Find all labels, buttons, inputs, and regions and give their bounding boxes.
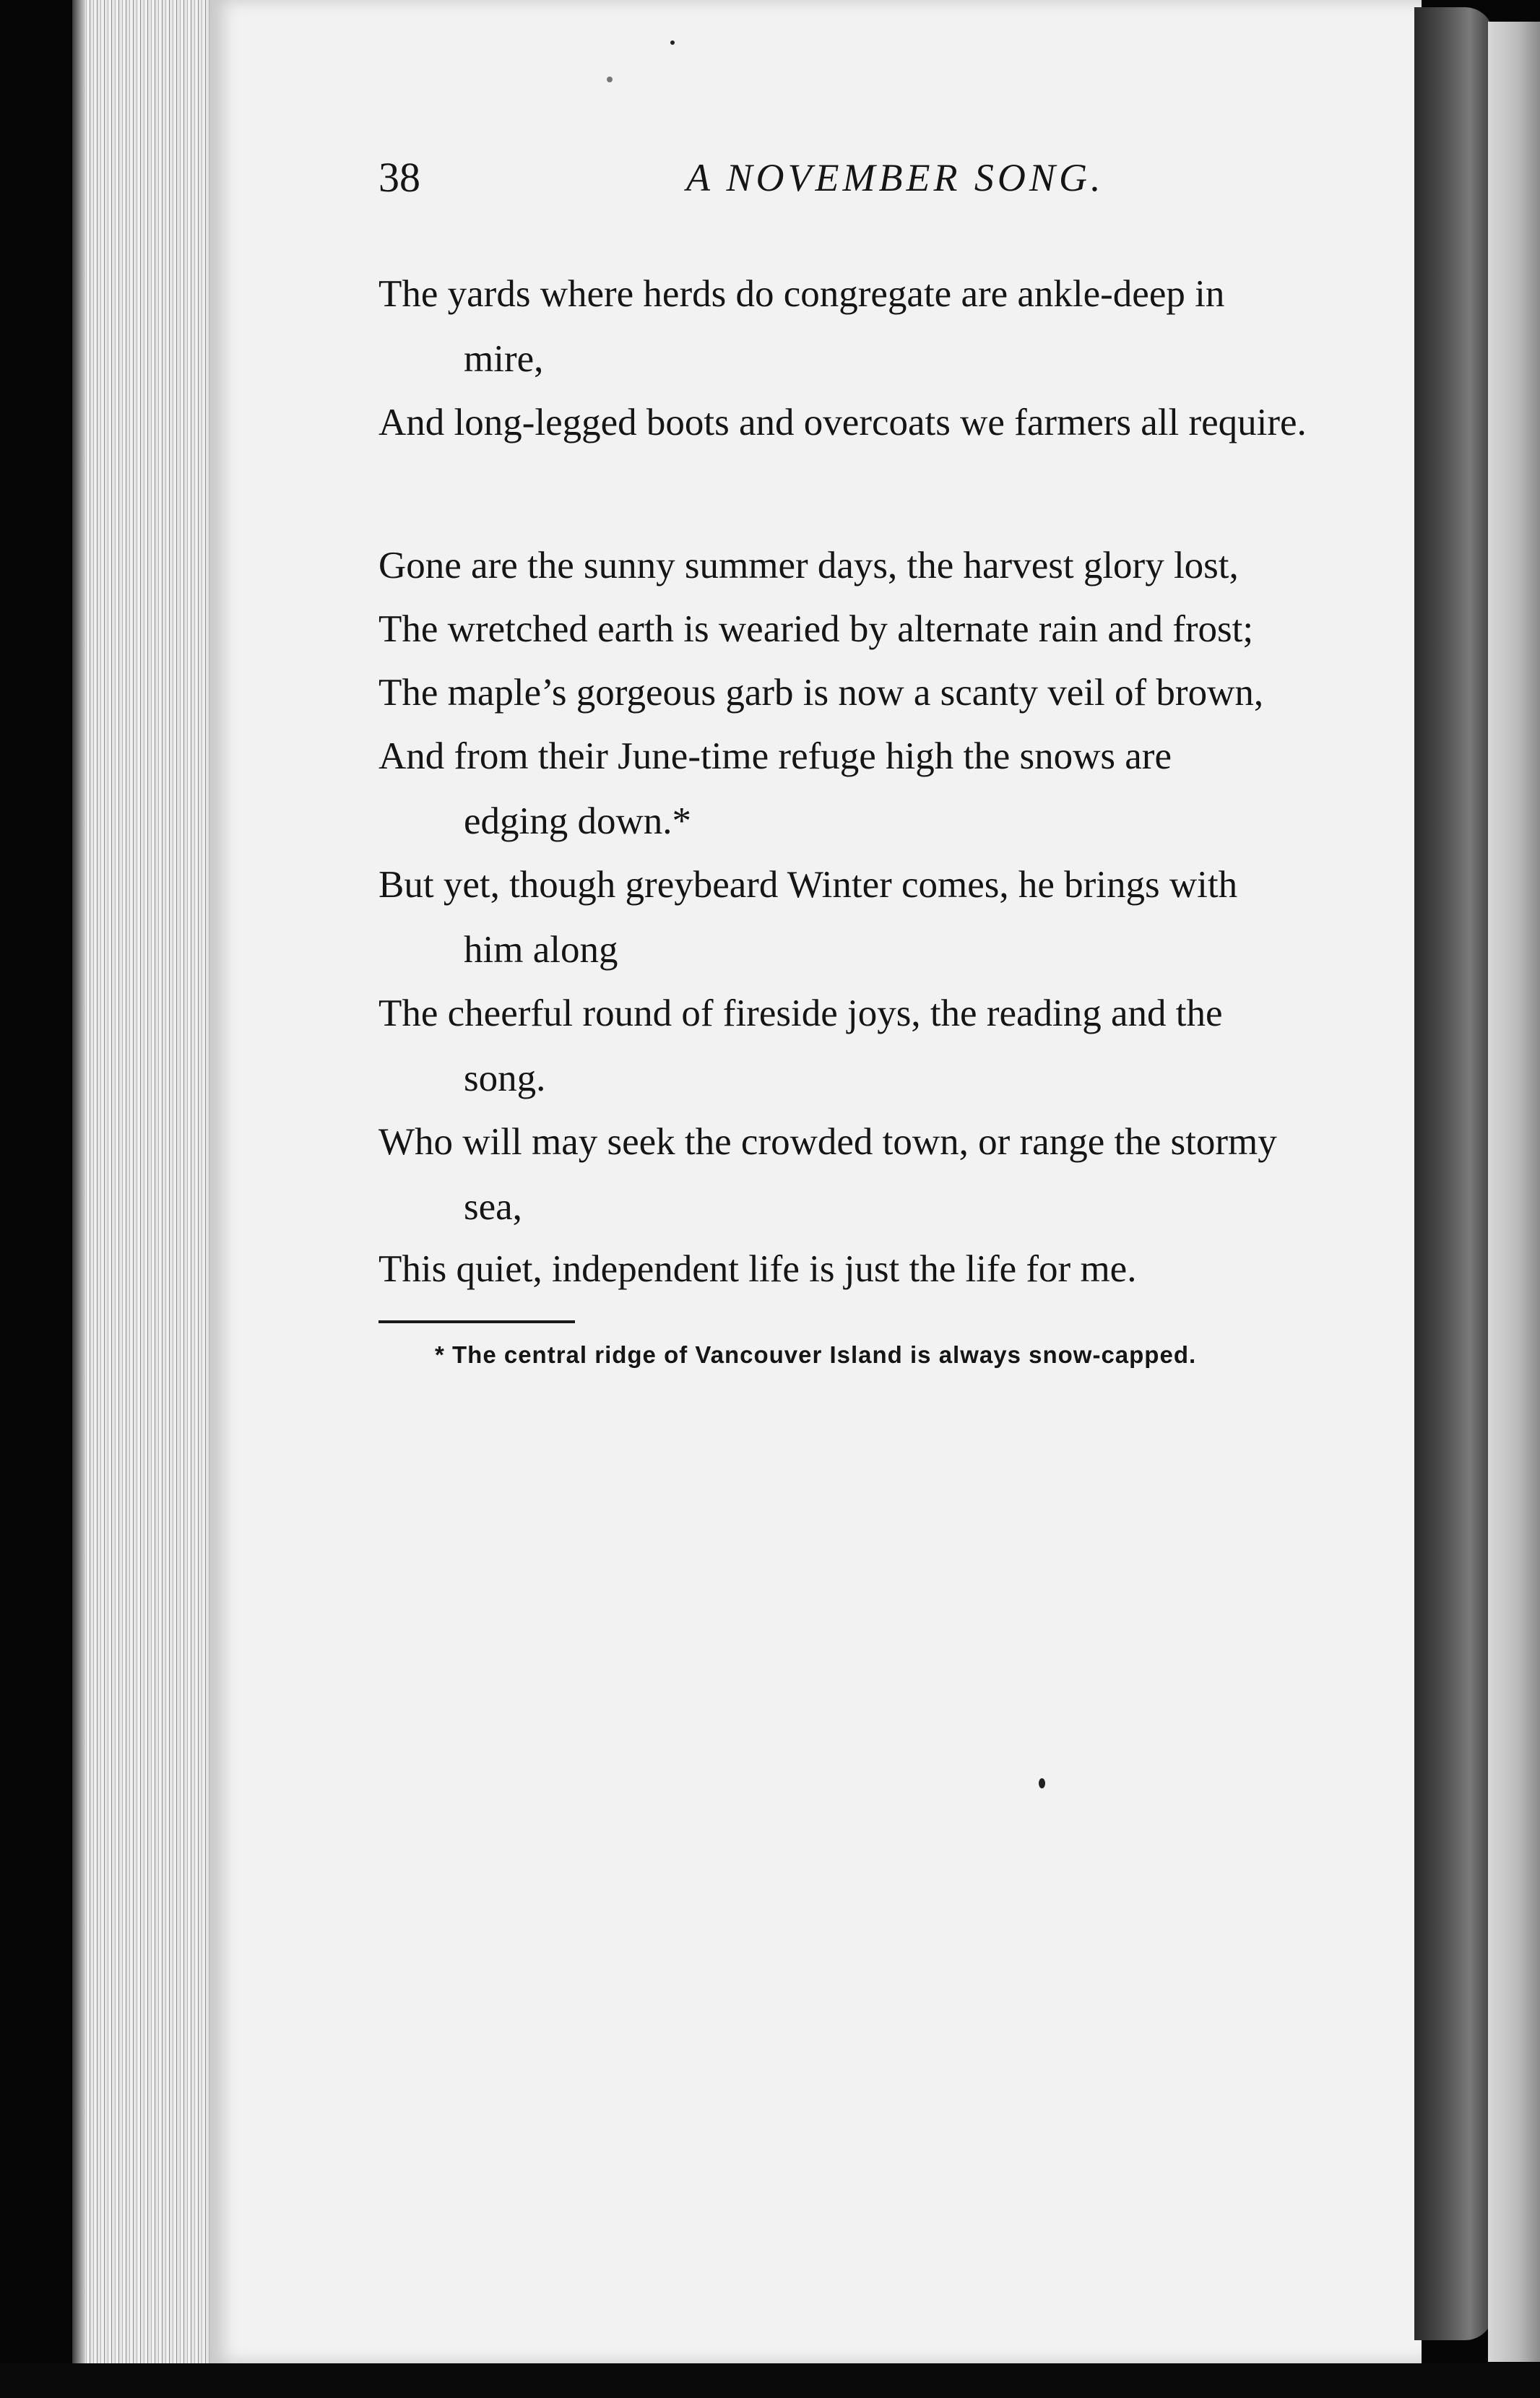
poem-line: The wretched earth is wearied by alternate rain and frost; — [378, 608, 1254, 650]
facing-page-edge — [1488, 22, 1540, 2362]
poem-line: The maple’s gorgeous garb is now a scanty veil of brown, — [378, 672, 1264, 714]
poem-line: edging down.* — [464, 800, 692, 842]
stacked-page-edges — [72, 0, 228, 2373]
poem-line: And long-legged boots and overcoats we farmers all require. — [378, 402, 1307, 443]
poem-line: song. — [464, 1057, 546, 1099]
poem-line: And from their June-time refuge high the snows are — [378, 735, 1172, 777]
page-number: 38 — [378, 154, 420, 201]
footnote-rule — [378, 1320, 575, 1323]
scanner-background — [0, 2363, 1540, 2398]
poem-line: mire, — [464, 338, 544, 380]
poem-line: Gone are the sunny summer days, the harvest glory lost, — [378, 545, 1239, 586]
page-content — [376, 0, 1416, 2363]
footnote: * The central ridge of Vancouver Island is always snow-capped. — [435, 1341, 1197, 1368]
page-gutter-shadow — [1414, 7, 1494, 2340]
poem-line: But yet, though greybeard Winter comes, he brings with — [378, 864, 1238, 906]
poem-line: him along — [464, 929, 618, 971]
poem-line: sea, — [464, 1186, 522, 1228]
poem-line: Who will may seek the crowded town, or range the stormy — [378, 1121, 1277, 1163]
poem-line: The yards where herds do congregate are ankle-deep in — [378, 273, 1225, 315]
poem-line: This quiet, independent life is just the life for me. — [378, 1248, 1137, 1290]
running-header — [376, 149, 1416, 207]
running-title: A NOVEMBER SONG. — [686, 156, 1104, 199]
poem-line: The cheerful round of fireside joys, the reading and the — [378, 992, 1223, 1034]
